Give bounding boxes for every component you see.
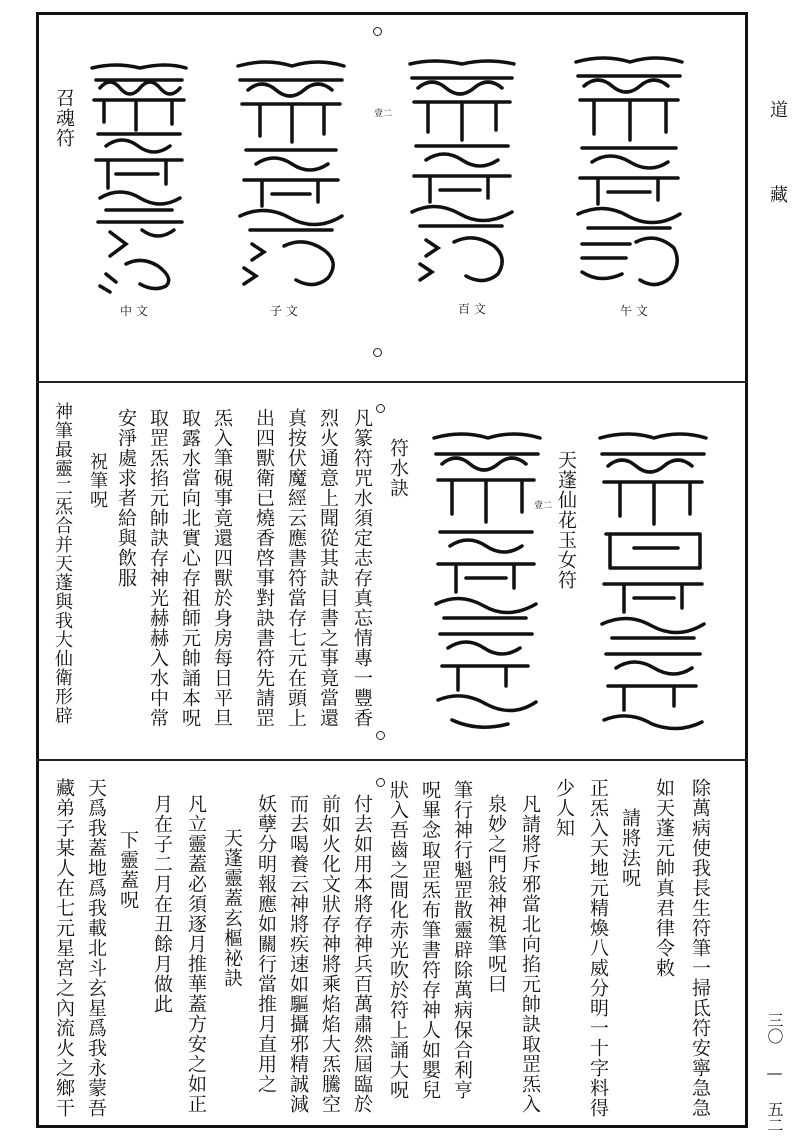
punch-hole-mark: [373, 27, 382, 36]
talisman-seal-script: [86, 60, 192, 296]
text-column: 天爲我蓋地爲我載北斗玄星爲我永蒙吾: [85, 778, 107, 1118]
talisman-title: 天蓬仙花玉女符: [555, 450, 577, 590]
spell-title: 下靈蓋呪: [117, 830, 139, 910]
text-column: 筆行神行魁罡散靈辟除萬病保合利亨: [451, 780, 473, 1100]
text-column: 付去如用本將存神兵百萬肅然屆臨於: [351, 794, 373, 1114]
spell-column: 神筆最靈二炁合并天蓬與我大仙衛形辟: [52, 402, 73, 725]
talisman-caption: 子 文: [270, 304, 298, 318]
margin-collection-char-1: 道: [767, 100, 788, 119]
talisman-caption: 百 文: [458, 302, 486, 316]
text-column: 出四獸衛已燒香啓事對訣書符先請罡: [253, 408, 275, 728]
talisman-caption: 午 文: [620, 304, 648, 318]
text-column: 泉妙之門敍神視筆呪曰: [485, 794, 507, 994]
talisman-seal-script: [232, 56, 350, 296]
text-column: 凡立靈蓋必須逐月推華蓋方安之如正: [185, 794, 207, 1114]
text-column: 月在子二月在丑餘月做此: [151, 794, 173, 1014]
margin-collection-char-2: 藏: [767, 185, 788, 204]
talisman-caption: 中 文: [120, 304, 148, 318]
talisman-note: 壹二: [534, 501, 553, 511]
text-column: 正炁入天地元精煥八威分明一十字料得: [587, 778, 609, 1118]
text-column: 取罡炁掐元帥訣存神光赫赫入水中常: [147, 408, 169, 728]
section-title: 召魂符: [53, 88, 75, 148]
spell-title: 請將法呪: [619, 808, 641, 888]
punch-hole-mark: [376, 404, 385, 413]
text-column: 藏弟子某人在七元星宮之內流火之鄉干: [53, 778, 75, 1118]
divider-bottom: [36, 759, 748, 761]
punch-hole-mark: [376, 731, 385, 740]
text-column: 前如火化文狀存神將乘焰焰大炁騰空: [319, 794, 341, 1114]
spell-title: 祝筆呪: [87, 452, 108, 509]
talisman-seal-script: [570, 52, 688, 296]
punch-hole-mark: [373, 348, 382, 357]
text-column: 呪畢念取罡炁布筆書符存神人如嬰兒: [419, 780, 441, 1100]
text-column: 真按伏魔經云應書符當存七元在頭上: [285, 408, 307, 728]
section-title: 符水訣: [387, 438, 409, 498]
talisman-seal-script: [428, 428, 544, 740]
text-column: 取露水當向北實心存祖師元帥誦本呪: [179, 408, 201, 728]
punch-hole-mark: [376, 778, 385, 787]
text-column: 烈火通意上聞從其訣目書之事竟當還: [317, 408, 339, 728]
page-number: 三〇 — 五二: [765, 1012, 784, 1133]
talisman-seal-script: [594, 428, 712, 740]
talisman-seal-script: [404, 56, 520, 292]
text-column: 安淨處求者給與飲服: [115, 408, 137, 588]
text-column: 妖孽分明報應如關行當推月直用之: [255, 794, 277, 1094]
text-column: 凡篆符咒水須定志存真忘情專一豐香: [351, 408, 373, 728]
text-column: 如天蓬元帥真君律令敕: [653, 778, 675, 978]
section-title: 天蓬靈蓋玄樞祕訣: [221, 828, 243, 988]
text-column: 狀入吾齒之間化赤光吹於符上誦大呪: [387, 780, 409, 1100]
text-column: 凡請將斥邪當北向掐元帥訣取罡炁入: [519, 794, 541, 1114]
talisman-note: 壹二: [374, 109, 393, 119]
text-column: 少人知: [553, 778, 575, 838]
divider-top: [36, 381, 748, 383]
text-column: 炁入筆硯事竟還四獸於身房每日平旦: [211, 408, 233, 728]
text-column: 而去喝養云神將疾速如驅攝邪精誠減: [287, 794, 309, 1114]
text-column: 除萬病使我長生符筆一掃氐符安寧急急: [689, 778, 711, 1118]
